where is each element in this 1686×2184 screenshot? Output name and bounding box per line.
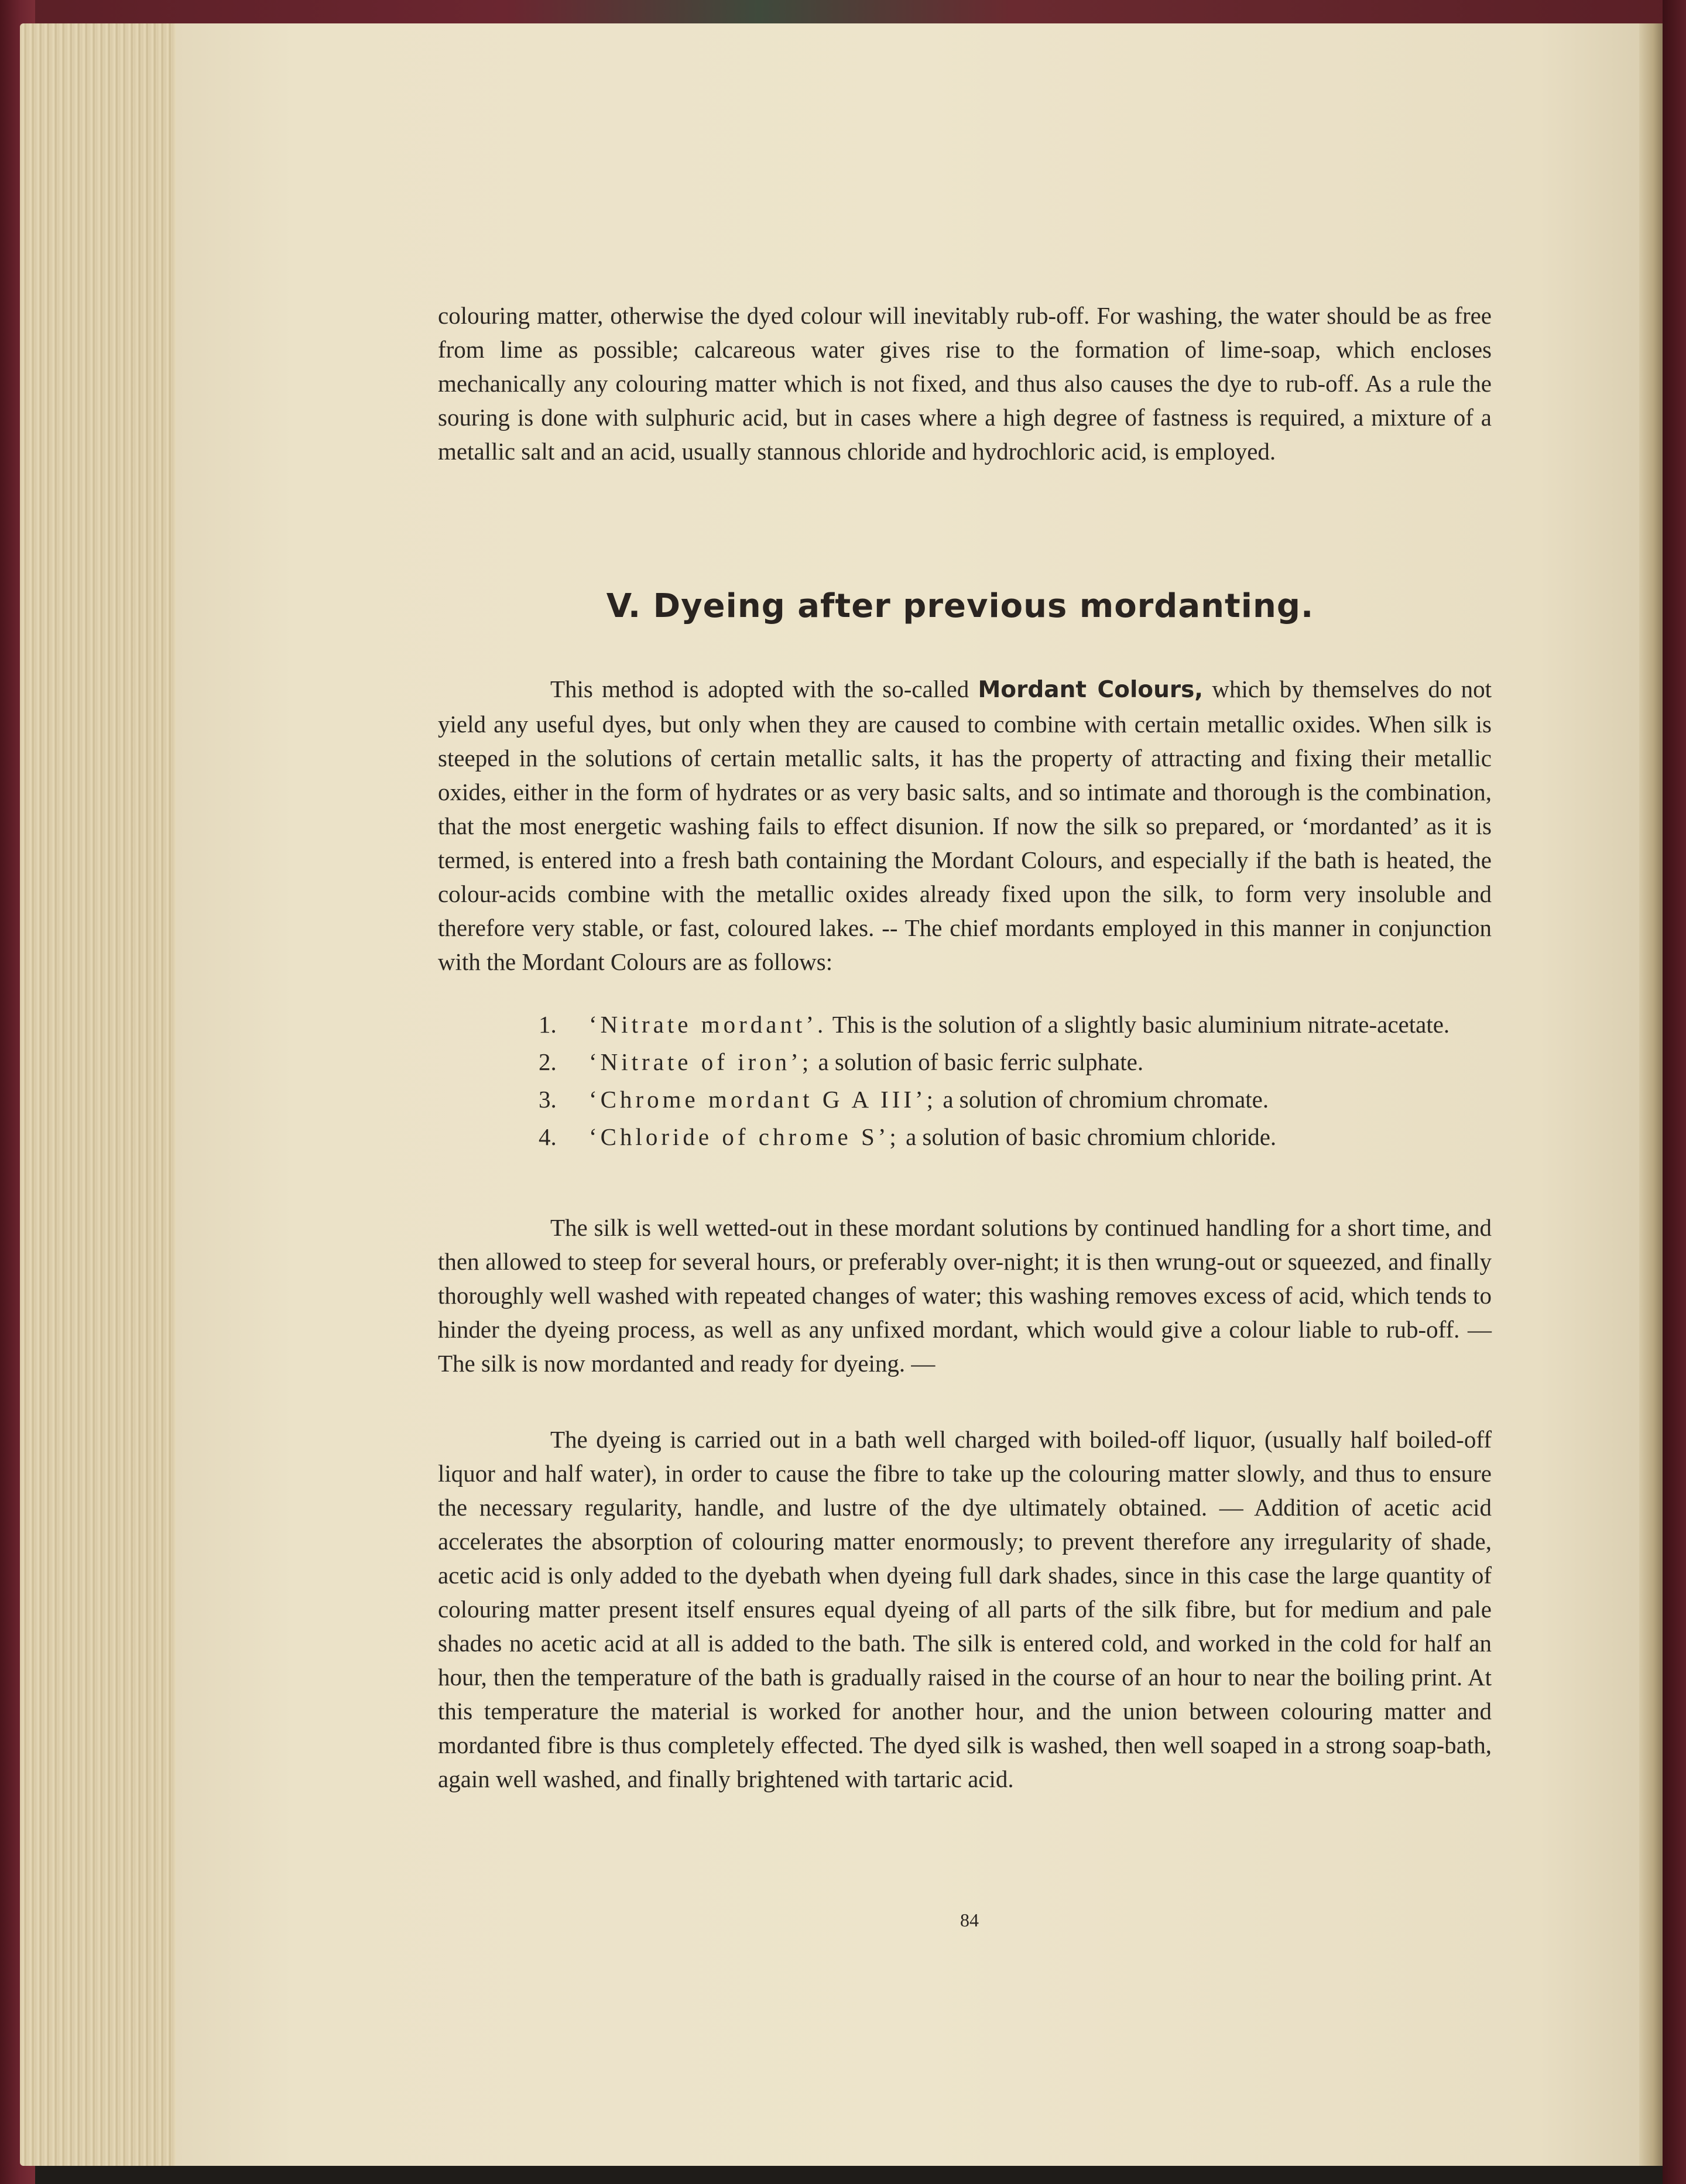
list-body [589,1043,1487,1081]
intro-text [438,672,1492,979]
section-heading: V. Dyeing after previous mordanting. [606,587,1314,625]
list-item [539,1118,1487,1156]
paragraph-washing [438,299,1492,468]
list-item [539,1043,1487,1081]
list-body [589,1081,1487,1118]
paragraph-text: The dyeing is carried out in a bath well charged with boiled-off liquor, (usually half boiled-off liquor and half water), in order to cause the fibre to take up the colouring matter slowly, and thus to ensure the necessary regularity, handle, and lustre of the dye ultimately obtained. — Addition of acetic acid accelerates the absorption of colouring matter enormously; to prevent therefore any irregularity of shade, acetic acid is only added to the dyebath when dyeing full dark shades, since in this case the large quantity of colouring matter present itself ensures equal dyeing of all parts of the silk fibre, but for medium and pale shades no acetic acid at all is added to the bath. The silk is entered cold, and worked in the cold for half an hour, then the temperature of the bath is gradually raised in the course of an hour to near the boiling print. At this temperature the material is worked for another hour, and the union between colouring matter and mordanted fibre is thus completely effected. The dyed silk is washed, then well soaped in a strong soap-bath, again well washed, and finally brightened with tartaric acid. [438,1426,1492,1792]
page-stack-edges [20,23,196,2166]
list-number: 2. [539,1048,557,1075]
intro-text-start: This method is adopted with the so-called [550,676,969,702]
mordant-description: a solution of chromium chromate. [943,1086,1269,1113]
mordant-list [539,1006,1487,1156]
page-number: 84 [960,1909,979,1931]
list-number: 3. [539,1086,557,1113]
paragraph-intro [438,672,1492,979]
list-item [539,1081,1487,1118]
mordant-description: a solution of basic chromium chloride. [906,1123,1277,1150]
mordant-name: ‘Nitrate of iron’; [589,1048,813,1075]
paragraph-wetting [438,1211,1492,1380]
mordant-name: ‘Chrome mordant G A III’; [589,1086,937,1113]
list-body [589,1118,1487,1156]
mordant-name: ‘Chloride of chrome S’; [589,1123,900,1150]
mordant-description: This is the solution of a slightly basic aluminium nitrate-acetate. [832,1011,1450,1038]
list-item [539,1006,1487,1043]
mordant-description: a solution of basic ferric sulphate. [818,1048,1144,1075]
page-gutter [1639,23,1663,2166]
paragraph-text: colouring matter, otherwise the dyed colour will inevitably rub-off. For washing, the water should be as free from lime as possible; calcareous water gives rise to the formation of lime-soap, which encloses mechanically any colouring matter which is not fixed, and thus also causes the dye to rub-off. As a rule the souring is done with sulphuric acid, but in cases where a high degree of fastness is required, a mixture of a metallic salt and an acid, usually stannous chloride and hydrochloric acid, is employed. [438,302,1492,465]
mordant-name: ‘Nitrate mordant’. [589,1011,827,1038]
book-cover-right [1663,0,1686,2184]
list-number: 4. [539,1123,557,1150]
term-mordant-colours: Mordant Colours, [978,677,1204,703]
intro-text-rest: which by themselves do not yield any useful dyes, but only when they are caused to combine with certain metallic oxides. When silk is steeped in the solutions of certain metallic salts, it has the property of attracting and fixing their metallic oxides, either in the form of hydrates or as very basic salts, and so intimate and thorough is the combination, that the most energetic washing fails to effect disunion. If now the silk so prepared, or ‘mordanted’ as it is termed, is entered into a fresh bath containing the Mordant Colours, and especially if the bath is heated, the colour-acids combine with the metallic oxides already fixed upon the silk, to form very insoluble and therefore very stable, or fast, coloured lakes. -- The chief mordants employed in this manner in conjunction with the Mordant Colours are as follows: [438,676,1492,975]
list-body [589,1006,1487,1043]
paragraph-text: The silk is well wetted-out in these mordant solutions by continued handling for a short time, and then allowed to steep for several hours, or preferably over-night; it is then wrung-out or squeezed, and finally thoroughly well washed with repeated changes of water; this washing removes excess of acid, which tends to hinder the dyeing process, as well as any unfixed mordant, which would give a colour liable to rub-off. — The silk is now mordanted and ready for dyeing. — [438,1214,1492,1377]
list-number: 1. [539,1011,557,1038]
paragraph-dyeing [438,1422,1492,1796]
